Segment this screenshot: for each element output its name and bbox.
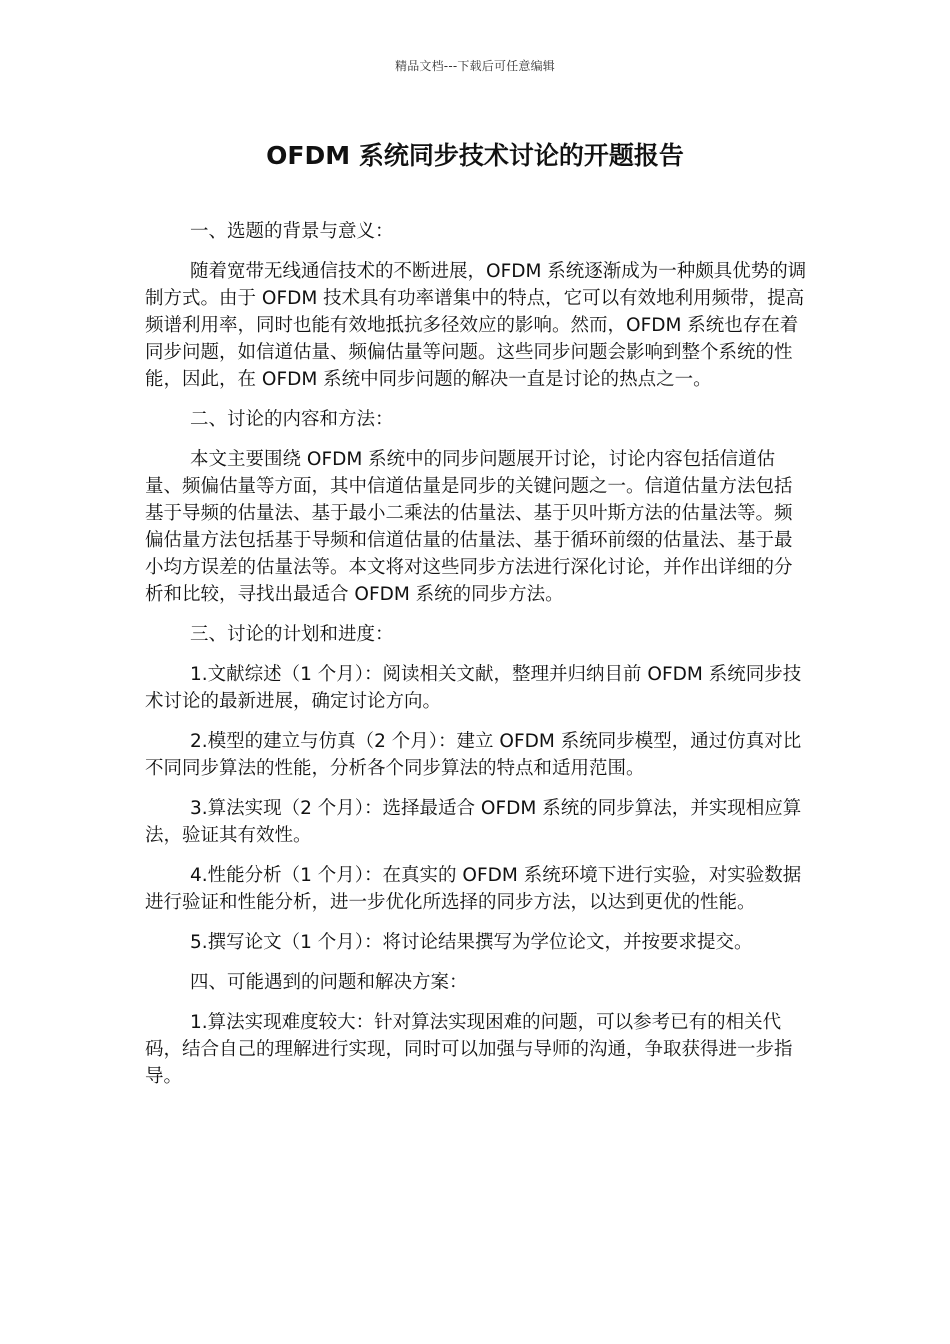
plan-item-modeling-simulation: 2.模型的建立与仿真（2 个月）：建立 OFDM 系统同步模型，通过仿真对比不同同步算法的性能，分析各个同步算法的特点和适用范围。	[145, 731, 802, 779]
document-body	[145, 218, 810, 1103]
section-heading-background: 一、选题的背景与意义：	[190, 221, 394, 242]
paragraph-background: 随着宽带无线通信技术的不断进展，OFDM 系统逐渐成为一种颇具优势的调制方式。由于 OFDM 技术具有功率谱集中的特点，它可以有效地利用频带，提高频谱利用率，同时也能有效地抵抗多径效应的影响。然而，OFDM 系统也存在着同步问题，如信道估量、频偏估量等问题。这些同步问题会影响到整个系统的性能，因此，在 OFDM 系统中同步问题的解决一直是讨论的热点之一。	[145, 261, 807, 390]
section-heading-plan: 三、讨论的计划和进度：	[190, 624, 394, 645]
section-heading-problems: 四、可能遇到的问题和解决方案：	[190, 972, 468, 993]
header-note: 精品文档---下载后可任意编辑	[395, 59, 555, 73]
plan-item-thesis-writing: 5.撰写论文（1 个月）：将讨论结果撰写为学位论文，并按要求提交。	[190, 932, 753, 953]
plan-item-literature-review: 1.文献综述（1 个月）：阅读相关文献，整理并归纳目前 OFDM 系统同步技术讨论的最新进展，确定讨论方向。	[145, 664, 802, 712]
plan-item-algorithm-implementation: 3.算法实现（2 个月）：选择最适合 OFDM 系统的同步算法，并实现相应算法，验证其有效性。	[145, 798, 802, 846]
section-heading-content-method: 二、讨论的内容和方法：	[190, 409, 394, 430]
paragraph-content-method: 本文主要围绕 OFDM 系统中的同步问题展开讨论，讨论内容包括信道估量、频偏估量等方面，其中信道估量是同步的关键问题之一。信道估量方法包括基于导频的估量法、基于最小二乘法的估量法、基于贝叶斯方法的估量法等。频偏估量方法包括基于导频和信道估量的估量法、基于循环前缀的估量法、基于最小均方误差的估量法等。本文将对这些同步方法进行深化讨论，并作出详细的分析和比较，寻找出最适合 OFDM 系统的同步方法。	[145, 449, 793, 605]
problem-item-algorithm-difficulty: 1.算法实现难度较大：针对算法实现困难的问题，可以参考已有的相关代码，结合自己的理解进行实现，同时可以加强与导师的沟通，争取获得进一步指导。	[145, 1012, 793, 1087]
plan-item-performance-analysis: 4.性能分析（1 个月）：在真实的 OFDM 系统环境下进行实验，对实验数据进行验证和性能分析，进一步优化所选择的同步方法，以达到更优的性能。	[145, 865, 802, 913]
document-title: OFDM 系统同步技术讨论的开题报告	[266, 141, 684, 170]
